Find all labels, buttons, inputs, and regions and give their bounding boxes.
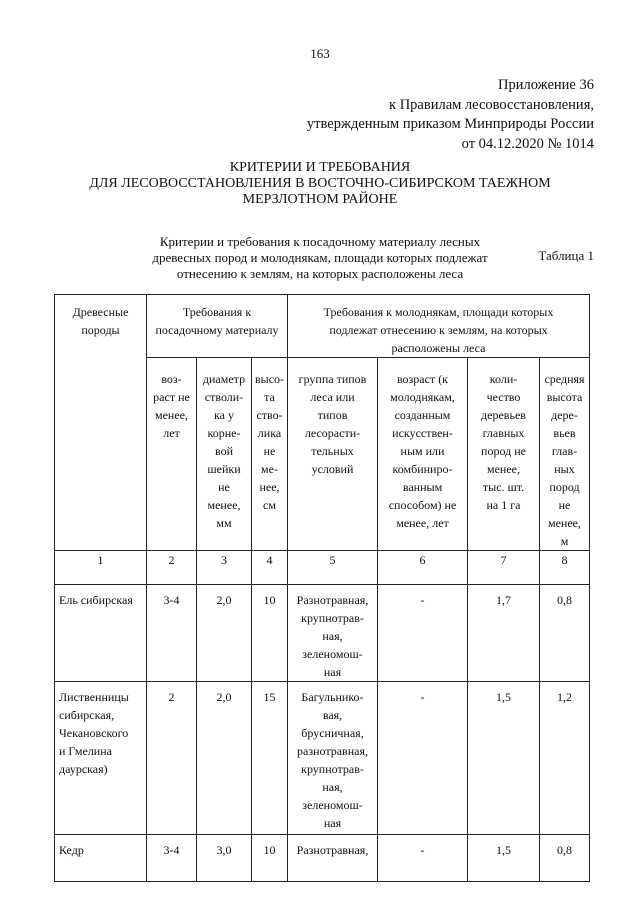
table-caption xyxy=(150,234,490,282)
subheader-diameter: диаметр стволи- ка у корне- вой шейки не менее, мм xyxy=(197,358,252,551)
table-row xyxy=(55,585,590,682)
appendix-line: утвержденным приказом Минприроды России xyxy=(306,116,594,132)
appendix-line: Приложение 36 xyxy=(498,77,594,93)
cell-species: Лиственницы сибирская, Чекановского и Гмелина даурская) xyxy=(55,682,147,835)
cell-forest-type: Разнотравная, крупнотрав- ная, зеленомош- ная xyxy=(288,585,378,682)
column-number: 2 xyxy=(147,551,197,585)
header-row xyxy=(55,295,590,358)
caption-line: Критерии и требования к посадочному материалу лесных xyxy=(159,234,481,249)
cell-forest-type: Разнотравная, xyxy=(288,835,378,882)
title-line: ДЛЯ ЛЕСОВОССТАНОВЛЕНИЯ В ВОСТОЧНО-СИБИРСКОМ ТАЕЖНОМ xyxy=(89,176,551,191)
subheader-avg-height: средняя высота дере- вьев глав- ных пород не менее, м xyxy=(540,358,590,551)
subheader-age: воз- раст не менее, лет xyxy=(147,358,197,551)
title-line: КРИТЕРИИ И ТРЕБОВАНИЯ xyxy=(229,160,411,175)
document-title xyxy=(0,160,640,208)
column-number: 6 xyxy=(378,551,468,585)
cell-young-age: - xyxy=(378,682,468,835)
appendix-line: от 04.12.2020 № 1014 xyxy=(461,135,594,152)
column-number: 1 xyxy=(55,551,147,585)
column-number: 3 xyxy=(197,551,252,585)
column-number: 8 xyxy=(540,551,590,585)
criteria-table xyxy=(54,294,590,882)
table-number: Таблица 1 xyxy=(538,248,594,263)
cell-avg-height: 0,8 xyxy=(540,585,590,682)
cell-age: 2 xyxy=(147,682,197,835)
page-number: 163 xyxy=(310,46,330,61)
cell-diameter: 3,0 xyxy=(197,835,252,882)
cell-tree-count: 1,5 xyxy=(468,682,540,835)
cell-young-age: - xyxy=(378,835,468,882)
cell-species: Кедр xyxy=(55,835,147,882)
cell-tree-count: 1,7 xyxy=(468,585,540,682)
header-species: Древесные породы xyxy=(55,295,147,551)
cell-forest-type: Багульнико- вая, брусничная, разнотравная, крупнотрав- ная, зеленомош- ная xyxy=(288,682,378,835)
subheader-tree-count: коли- чество деревьев главных пород не менее, тыс. шт. на 1 га xyxy=(468,358,540,551)
column-number: 5 xyxy=(288,551,378,585)
cell-diameter: 2,0 xyxy=(197,585,252,682)
column-number: 7 xyxy=(468,551,540,585)
cell-age: 3-4 xyxy=(147,585,197,682)
column-number: 4 xyxy=(252,551,288,585)
subheader-height: высо- та ство- лика не ме- нее, см xyxy=(252,358,288,551)
cell-height: 15 xyxy=(252,682,288,835)
cell-avg-height: 0,8 xyxy=(540,835,590,882)
subheader-forest-type: группа типов леса или типов лесорасти- тельных условий xyxy=(288,358,378,551)
cell-height: 10 xyxy=(252,835,288,882)
header-planting-material: Требования к посадочному материалу xyxy=(147,295,288,358)
cell-height: 10 xyxy=(252,585,288,682)
cell-avg-height: 1,2 xyxy=(540,682,590,835)
cell-young-age: - xyxy=(378,585,468,682)
subheader-young-age: возраст (к молоднякам, созданным искусствен- ным или комбиниро- ванным способом) не менее, лет xyxy=(378,358,468,551)
title-line: МЕРЗЛОТНОМ РАЙОНЕ xyxy=(242,192,398,207)
table-row xyxy=(55,835,590,882)
cell-tree-count: 1,5 xyxy=(468,835,540,882)
cell-species: Ель сибирская xyxy=(55,585,147,682)
caption-line: отнесению к землям, на которых расположены леса xyxy=(176,266,464,281)
appendix-reference xyxy=(307,76,594,154)
column-number-row xyxy=(55,551,590,585)
cell-diameter: 2,0 xyxy=(197,682,252,835)
header-young-stands: Требования к молоднякам, площади которых подлежат отнесению к землям, на которых расположены леса xyxy=(288,295,590,358)
table-row xyxy=(55,682,590,835)
cell-age: 3-4 xyxy=(147,835,197,882)
appendix-line: к Правилам лесовосстановления, xyxy=(389,96,594,113)
caption-line: древесных пород и молоднякам, площади которых подлежат xyxy=(152,250,488,265)
